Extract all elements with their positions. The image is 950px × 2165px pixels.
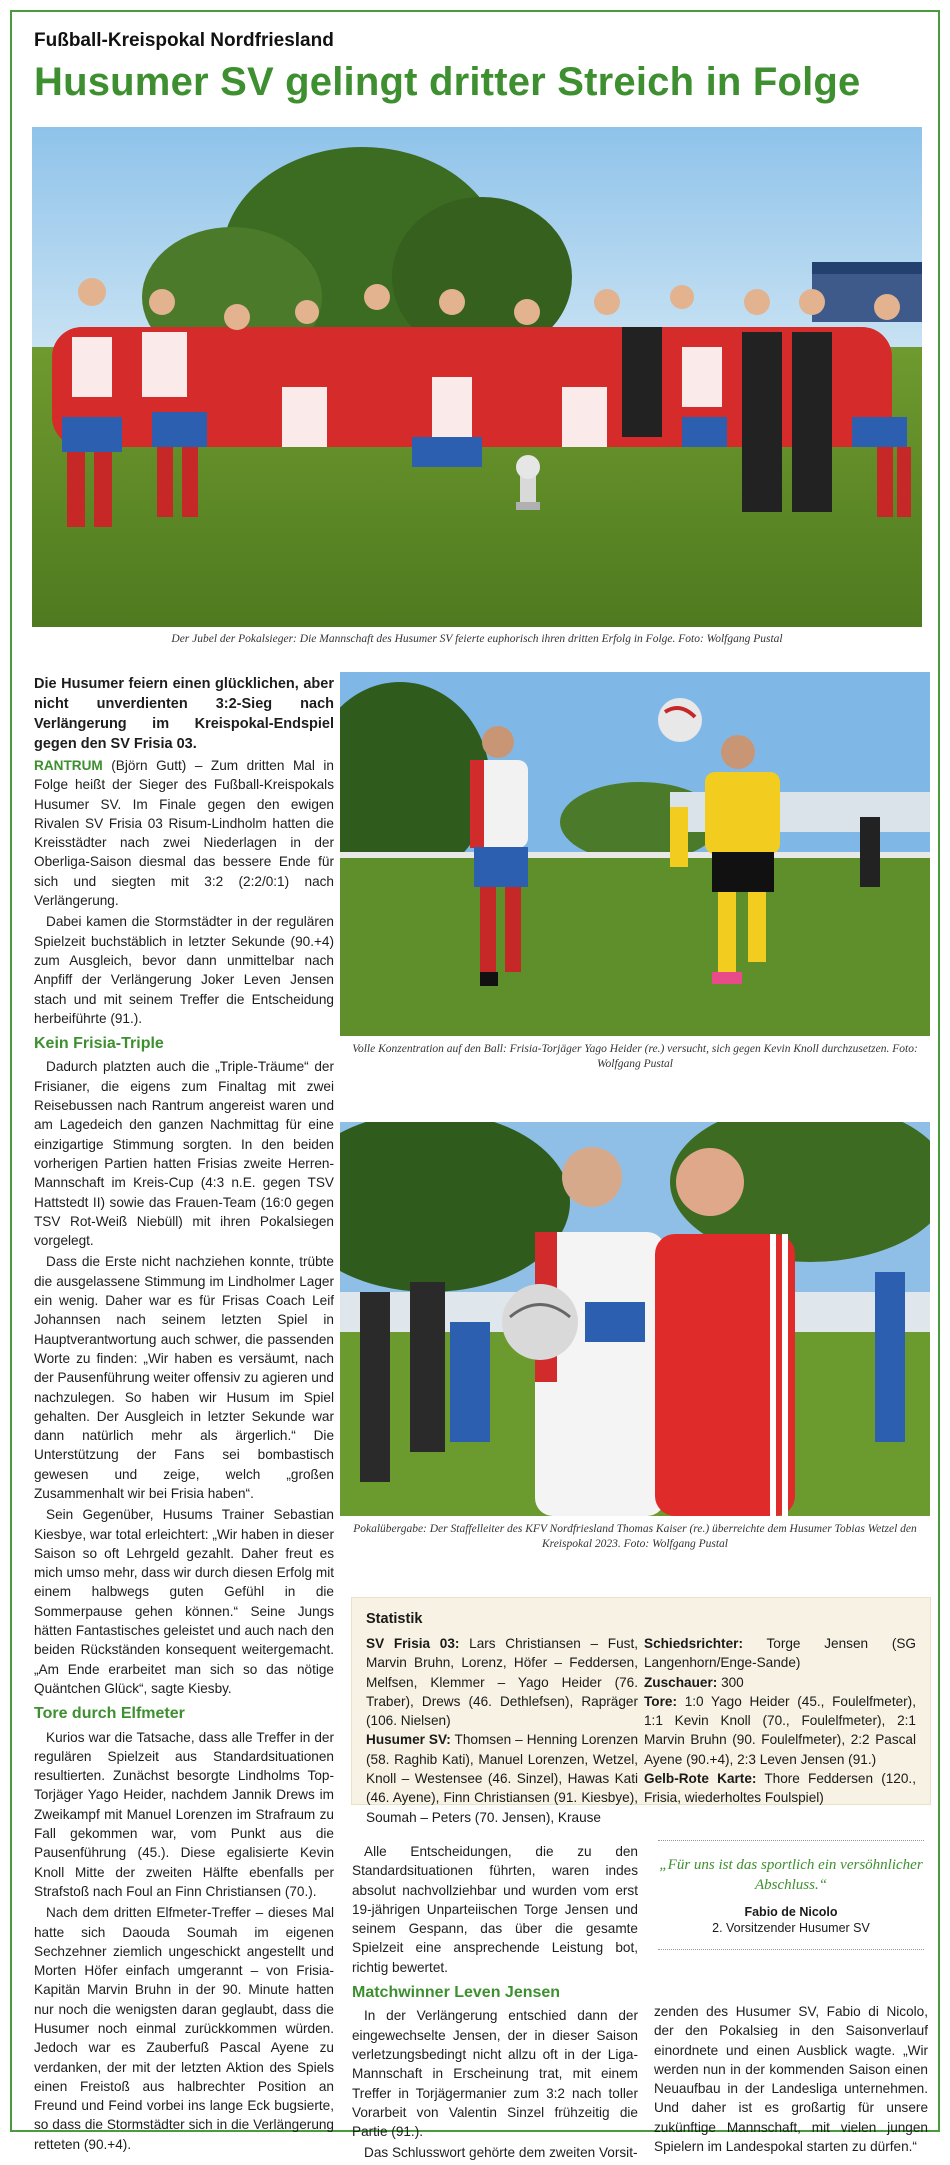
article-column-left (34, 674, 334, 2156)
statistics-column-right (644, 1634, 916, 1808)
referee: Schiedsrichter: Torge Jensen (SG Langenhorn/Enge-Sande) (644, 1636, 917, 1671)
article-paragraph-2: Dabei kamen die Stormstädter in der regulären Spielzeit buchstäblich in letzter Sekunde (90.+4) zum Ausgleich, bevor dann unmittelbar nach Anpfiff der Verlängerung Joker Leven Jensen stach und mit seinem Treffer die Entscheidung herbeiführte (91.). (34, 914, 334, 1026)
newspaper-page (10, 10, 940, 2161)
statistics-column-left (366, 1634, 638, 1827)
article-paragraph-10-end: zenden des Husumer SV, Fabio di Nicolo, der den Pokalsieg in den Saisonverlauf einordnete und einen Ausblick wagte. „Wir werden nun in der kommenden Saison einen Neuaufbau in der Landesliga unternehmen. Und daher ist es großartig für unsere zukünftige Mannschaft, mit vielen jungen Spielern im Landespokal starten zu dürfen.“ (654, 2004, 928, 2155)
trophy-photo (340, 1122, 930, 1516)
team-photo-caption: Der Jubel der Pokalsieger: Die Mannschaft des Husumer SV feierte euphorisch ihren dritten Erfolg in Folge. Foto: Wolfgang Pustal (171, 633, 783, 645)
action-photo-caption: Volle Konzentration auf den Ball: Frisia-Torjäger Yago Heider (re.) versucht, sich gegen Kevin Knoll durchzusetzen. Foto: Wolfgang Pustal (352, 1043, 918, 1070)
team-photo (32, 127, 922, 627)
statistics-box (352, 1598, 930, 1825)
article-paragraph-5: Sein Gegenüber, Husums Trainer Sebastian Kiesbye, war total erleichtert: „Wir haben in dieser Saison so oft Lehrgeld gezahlt. Daher freut es mich umso mehr, dass wir durch diesen Erfolg mit einem halbwegs guten Gefühl in die Sommerpause gehen können.“ Seine Jungs hätten Fantastisches geleistet und auch nach den beiden Rückständen konsequent weitergemacht. „Am Ende erarbeitet man sich so das nötige Quäntchen Glück“, sagte Kiesby. (34, 1507, 334, 1696)
goals: Tore: 1:0 Yago Heider (45., Foulelfmeter), 1:1 Kevin Knoll (70., Foulelfmeter), 2:1 Marvin Bruhn (90. Foulelfmeter), 2:2 Pascal Ayene (90.+4), 2:3 Leven Jensen (91.) (644, 1693, 916, 1767)
quote-role: 2. Vorsitzender Husumer SV (712, 1921, 870, 1935)
statistics-title: Statistik (366, 1611, 423, 1627)
attendance: Zuschauer: 300 (644, 1674, 744, 1690)
article-paragraph-8: Alle Entscheidungen, die zu den Standardsituationen führten, waren indes absolut nachvollziehbar und wurden vom erst 19-jährigen Unparteiischen Torge Jensen und seinem Gespann, das über die gesamte Spielzeit eine ansprechende Leistung bot, richtig bewertet. (352, 1844, 638, 1975)
article-column-right (654, 2002, 928, 2158)
article-paragraph-10-start: Das Schlusswort gehörte dem zweiten Vorsit- (364, 2145, 638, 2161)
subheading-matchwinner: Matchwinner Leven Jensen (352, 1984, 561, 2002)
article-column-middle (352, 1842, 638, 2165)
trophy-photo-caption: Pokalübergabe: Der Staffelleiter des KFV Nordfriesland Thomas Kaiser (re.) überreichte dem Husumer Tobias Wetzel den Kreispokal 2023. Foto: Wolfgang Pustal (353, 1523, 917, 1550)
headline: Husumer SV gelingt dritter Streich in Folge (34, 60, 861, 104)
pull-quote (654, 1840, 928, 1950)
dateline-place: RANTRUM (34, 758, 103, 773)
article-paragraph-1: RANTRUM (Björn Gutt) – Zum dritten Mal in Folge heißt der Sieger des Fußball-Kreispokals Husumer SV. Im Finale gegen den ewigen Rivalen SV Frisia 03 Risum-Lindholm hatten die Kreisstädter nach zwei Niederlagen in der Oberliga-Saison diesmal das bessere Ende für sich und siegten mit 3:2 (2:2/0:1) nach Verlängerung. (34, 758, 334, 909)
article-lead: Die Husumer feiern einen glücklichen, aber nicht unverdienten 3:2-Sieg nach Verlängerung im Kreispokal-Endspiel gegen den SV Frisia 03. (34, 676, 334, 752)
yellow-red-card: Gelb-Rote Karte: Thore Feddersen (120., Frisia, wiederholtes Foulspiel) (644, 1771, 916, 1806)
article-paragraph-4: Dass die Erste nicht nachziehen konnte, trübte die ausgelassene Stimmung im Lindholmer Lager ein wenig. Daher war es für Frisas Coach Leif Johannsen nach seinem letzten Spiel in Hauptverantwortung auch schwer, die passenden Worte zu finden: „Wir haben es versäumt, nach der Pausenführung weiter offensiv zu agieren und nachzulegen. So haben wir Husum im Spiel gehalten. Der Ausgleich in letzter Sekunde war dann natürlich mehr als ärgerlich.“ Die Unterstützung der Fans sei bombastisch gewesen und zeige, welch „großen Zusammenhalt wir bei Frisia haben“. (34, 1254, 334, 1501)
article-paragraph-9: In der Verlängerung entschied dann der eingewechselte Jensen, der in dieser Saison verletzungsbedingt nicht allzu oft in der Liga-Mannschaft in Erscheinung trat, mit einem Treffer in Torjägermanier zum 3:2 nach toller Vorarbeit von Valentin Sinzel frühzeitig die Partie (91.). (352, 2008, 638, 2140)
action-photo (340, 672, 930, 1036)
article-paragraph-3: Dadurch platzten auch die „Triple-Träume“ der Frisianer, die eigens zum Finaltag mit zwei Reisebussen nach Rantrum angereist waren und am Lagedeich den ganzen Nachmittag für eine einzigartige Stimmung sorgten. In den beiden vorherigen Partien hatten Frisias zweite Herren-Mannschaft im Kreis-Cup (4:3 n.E. gegen TSV Hattstedt II) sowie das Frauen-Team (16:0 gegen TSV Rot-Weiß Niebüll) mit ihren Pokalsiegen vorgelegt. (34, 1059, 334, 1249)
article-paragraph-7: Nach dem dritten Elfmeter-Treffer – dieses Mal hatte sich Daouda Soumah im eigenen Sechzehner ziemlich ungeschickt angestellt und Morten Höfer einfach umgerannt – von Frisia-Kapitän Marvin Bruhn in der 90. Minute hatten nur noch die wenigsten daran geglaubt, dass die Husumer noch einmal zurückkommen würden. Jedoch war es Zauberfuß Pascal Ayene zu verdanken, der mit der letzten Aktion des Spiels einen Freistoß aus halbrechter Position an Freund und Feind vorbei ins lange Eck bugsierte, so dass die Stormstädter sich in die Verlängerung retteten (90.+4). (34, 1905, 334, 2152)
quote-name: Fabio de Nicolo (744, 1905, 838, 1919)
subheading-frisia-triple: Kein Frisia-Triple (34, 1035, 164, 1053)
quote-text: „Für uns ist das sportlich ein versöhnlicher Abschluss.“ (659, 1857, 923, 1893)
article-paragraph-6: Kurios war die Tatsache, dass alle Treffer in der regulären Spielzeit aus Standardsituationen resultierten. Zunächst besorgte Lindholms Top-Torjäger Yago Heider, nachdem Jannik Drews im Zweikampf mit Manuel Lorenzen im Strafraum zu Fall gekommen war, vom Punkt aus die Pausenführung (45.). Diese egalisierte Kevin Knoll Mitte der zweiten Hälfte ebenfalls per Strafstoß nach Foul an Finn Christiansen (70.). (34, 1729, 334, 1899)
kicker: Fußball-Kreispokal Nordfriesland (34, 30, 334, 51)
lineup-husum: Husumer SV: Thomsen – Henning Lorenzen (58. Raghib Kati), Manuel Lorenzen, Wetzel, Knoll – Westensee (46. Sinzel), Hawas Kati (46. Ayene), Finn Christiansen (91. Kiesbye), Soumah – Peters (70. Jensen), Krause (366, 1732, 639, 1825)
lineup-frisia: SV Frisia 03: Lars Christiansen – Fust, Marvin Bruhn, Lorenz, Höfer – Feddersen, Melfsen, Klemmer – Yago Heider (76. Traber), Drews (46. Dethlefsen), Rapräger (106. Nielsen) (366, 1636, 638, 1729)
subheading-penalties: Tore durch Elfmeter (34, 1705, 185, 1723)
